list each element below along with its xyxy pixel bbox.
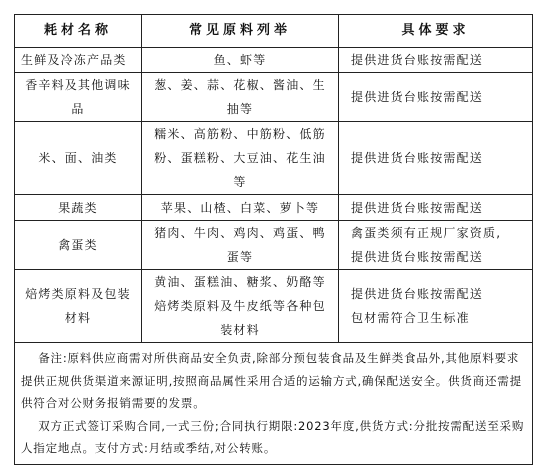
row-materials: 糯米、高筋粉、中筋粉、低筋粉、蛋糕粉、大豆油、花生油等 xyxy=(142,122,339,195)
row-name: 生鲜及冷冻产品类 xyxy=(15,48,142,73)
table-row xyxy=(15,221,533,270)
requirement-line-1: 提供进货台账按需配送 xyxy=(351,287,484,301)
row-requirement: 提供进货台账按需配送 xyxy=(339,73,533,122)
notes-paragraph-2: 双方正式签订采购合同,一式三份;合同执行期限:2023年度,供货方式:分批按需配送至采购人指定地点。支付方式:月结或季结,对公转账。 xyxy=(21,418,525,455)
row-name: 果蔬类 xyxy=(15,195,142,221)
row-name: 香辛料及其他调味品 xyxy=(15,73,142,122)
row-name: 禽蛋类 xyxy=(15,221,142,270)
table-header-row xyxy=(15,15,533,48)
notes-paragraph-1: 备注:原料供应商需对所供商品安全负责,除部分预包装食品及生鲜类食品外,其他原料要求提供正规供货渠道来源证明,按照商品属性采用合适的运输方式,确保配送安全。供货商还需提供符合对公财务报销需要的发票。 xyxy=(21,351,522,410)
header-requirements: 具体要求 xyxy=(339,15,533,48)
requirement-line-2: 包材需符合卫生标准 xyxy=(351,311,470,325)
row-name: 米、面、油类 xyxy=(15,122,142,195)
row-materials: 黄油、蛋糕油、糖浆、奶酪等焙烤类原料及牛皮纸等各种包装材料 xyxy=(142,270,339,343)
notes-cell xyxy=(15,343,533,465)
requirement-line-2: 提供进货台账按需配送 xyxy=(351,250,484,264)
table-row xyxy=(15,270,533,343)
row-requirement: 提供进货台账按需配送 xyxy=(339,122,533,195)
row-materials: 苹果、山楂、白菜、萝卜等 xyxy=(142,195,339,221)
header-material-name: 耗材名称 xyxy=(15,15,142,48)
row-requirement: 提供进货台账按需配送 xyxy=(339,48,533,73)
row-requirement: 提供进货台账按需配送 xyxy=(339,195,533,221)
table-row xyxy=(15,195,533,221)
row-materials: 葱、姜、蒜、花椒、酱油、生抽等 xyxy=(142,73,339,122)
header-common-materials: 常见原料列举 xyxy=(142,15,339,48)
notes-row xyxy=(15,343,533,465)
row-materials: 鱼、虾等 xyxy=(142,48,339,73)
table-row xyxy=(15,73,533,122)
materials-table xyxy=(14,14,533,465)
row-name: 焙烤类原料及包装材料 xyxy=(15,270,142,343)
table-row xyxy=(15,48,533,73)
row-materials: 猪肉、牛肉、鸡肉、鸡蛋、鸭蛋等 xyxy=(142,221,339,270)
requirement-line-1: 禽蛋类须有正规厂家资质, xyxy=(351,226,502,240)
table-row xyxy=(15,122,533,195)
row-requirement xyxy=(339,270,533,343)
row-requirement xyxy=(339,221,533,270)
